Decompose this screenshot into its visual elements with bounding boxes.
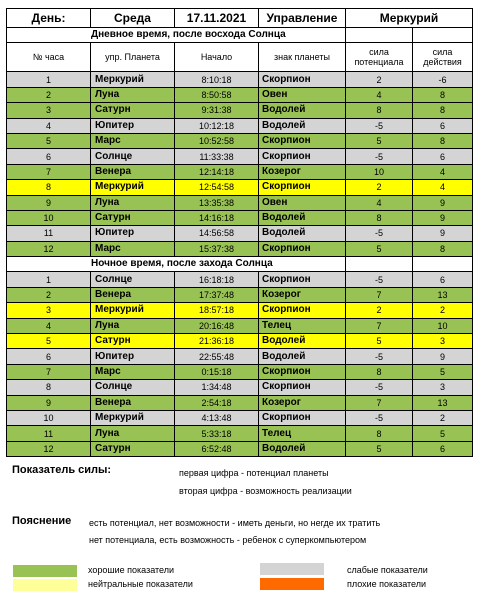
start-cell: 1:34:48 bbox=[175, 380, 259, 395]
sign-cell: Телец bbox=[259, 318, 346, 333]
table-row bbox=[7, 318, 473, 333]
table-row bbox=[7, 426, 473, 441]
sign-cell: Скорпион bbox=[259, 303, 346, 318]
col-planet: упр. Планета bbox=[91, 43, 175, 72]
hour-cell: 11 bbox=[7, 426, 91, 441]
hour-cell: 3 bbox=[7, 303, 91, 318]
start-cell: 17:37:48 bbox=[175, 287, 259, 302]
table-row bbox=[7, 349, 473, 364]
planet-cell: Юпитер bbox=[91, 349, 175, 364]
planet-cell: Сатурн bbox=[91, 441, 175, 456]
planet-cell: Венера bbox=[91, 287, 175, 302]
action-cell: 2 bbox=[413, 410, 473, 425]
hour-cell: 4 bbox=[7, 318, 91, 333]
table-row bbox=[7, 241, 473, 256]
planet-cell: Солнце bbox=[91, 380, 175, 395]
hour-cell: 2 bbox=[7, 87, 91, 102]
sign-cell: Водолей bbox=[259, 210, 346, 225]
potential-cell: 4 bbox=[346, 87, 413, 102]
legend-weak-label: слабые показатели bbox=[347, 565, 428, 575]
explanation-line2: нет потенциала, есть возможность - ребенок с суперкомпьютером bbox=[89, 535, 367, 545]
hour-cell: 4 bbox=[7, 118, 91, 133]
potential-cell: 2 bbox=[346, 180, 413, 195]
potential-cell: -5 bbox=[346, 226, 413, 241]
explanation-line1: есть потенциал, нет возможности - иметь деньги, но негде их тратить bbox=[89, 518, 381, 528]
sign-cell: Скорпион bbox=[259, 410, 346, 425]
potential-cell: 8 bbox=[346, 364, 413, 379]
start-cell: 21:36:18 bbox=[175, 334, 259, 349]
sign-cell: Скорпион bbox=[259, 272, 346, 287]
action-cell: 5 bbox=[413, 426, 473, 441]
table-row bbox=[7, 87, 473, 102]
sign-cell: Овен bbox=[259, 87, 346, 102]
sign-cell: Скорпион bbox=[259, 380, 346, 395]
legend-neutral-swatch bbox=[13, 579, 77, 591]
table-row bbox=[7, 287, 473, 302]
hour-cell: 5 bbox=[7, 133, 91, 148]
start-cell: 9:31:38 bbox=[175, 103, 259, 118]
planet-cell: Сатурн bbox=[91, 334, 175, 349]
planet-cell: Юпитер bbox=[91, 118, 175, 133]
sign-cell: Водолей bbox=[259, 103, 346, 118]
action-cell: 8 bbox=[413, 241, 473, 256]
hour-cell: 12 bbox=[7, 441, 91, 456]
action-cell: 9 bbox=[413, 195, 473, 210]
sign-cell: Водолей bbox=[259, 441, 346, 456]
planet-cell: Венера bbox=[91, 164, 175, 179]
potential-cell: 5 bbox=[346, 334, 413, 349]
hour-cell: 7 bbox=[7, 164, 91, 179]
action-cell: 9 bbox=[413, 226, 473, 241]
night-section-title: Ночное время, после захода Солнца bbox=[7, 257, 346, 272]
day-section-row bbox=[7, 28, 473, 43]
action-cell: 8 bbox=[413, 87, 473, 102]
planet-cell: Меркурий bbox=[91, 72, 175, 87]
hour-cell: 2 bbox=[7, 287, 91, 302]
start-cell: 5:33:18 bbox=[175, 426, 259, 441]
hour-cell: 11 bbox=[7, 226, 91, 241]
start-cell: 10:12:18 bbox=[175, 118, 259, 133]
sign-cell: Овен bbox=[259, 195, 346, 210]
action-cell: 13 bbox=[413, 287, 473, 302]
potential-cell: 5 bbox=[346, 241, 413, 256]
header-row bbox=[7, 9, 473, 28]
potential-cell: 7 bbox=[346, 287, 413, 302]
explanation-label: Пояснение bbox=[12, 515, 72, 527]
sign-cell: Водолей bbox=[259, 226, 346, 241]
date: 17.11.2021 bbox=[175, 9, 259, 28]
potential-cell: 8 bbox=[346, 426, 413, 441]
column-header-row bbox=[7, 43, 473, 72]
potential-cell: 8 bbox=[346, 210, 413, 225]
potential-cell: -5 bbox=[346, 149, 413, 164]
action-cell: 6 bbox=[413, 441, 473, 456]
table-row bbox=[7, 103, 473, 118]
potential-cell: 5 bbox=[346, 133, 413, 148]
planet-cell: Луна bbox=[91, 318, 175, 333]
planetary-hours-table bbox=[6, 8, 473, 457]
legend-bad-swatch bbox=[260, 578, 324, 590]
action-cell: 2 bbox=[413, 303, 473, 318]
planet-cell: Марс bbox=[91, 364, 175, 379]
start-cell: 18:57:18 bbox=[175, 303, 259, 318]
start-cell: 16:18:18 bbox=[175, 272, 259, 287]
action-cell: 8 bbox=[413, 103, 473, 118]
start-cell: 22:55:48 bbox=[175, 349, 259, 364]
table-row bbox=[7, 210, 473, 225]
start-cell: 4:13:48 bbox=[175, 410, 259, 425]
planet-cell: Солнце bbox=[91, 149, 175, 164]
planet-cell: Солнце bbox=[91, 272, 175, 287]
legend-bad-label: плохие показатели bbox=[347, 579, 427, 589]
planet-cell: Луна bbox=[91, 87, 175, 102]
start-cell: 12:54:58 bbox=[175, 180, 259, 195]
planet-cell: Венера bbox=[91, 395, 175, 410]
potential-cell: -5 bbox=[346, 118, 413, 133]
action-cell: 4 bbox=[413, 164, 473, 179]
planet-cell: Меркурий bbox=[91, 180, 175, 195]
action-cell: -6 bbox=[413, 72, 473, 87]
action-cell: 3 bbox=[413, 380, 473, 395]
strength-label: Показатель силы: bbox=[12, 464, 112, 476]
planet-cell: Луна bbox=[91, 195, 175, 210]
table-row bbox=[7, 72, 473, 87]
start-cell: 13:35:38 bbox=[175, 195, 259, 210]
sign-cell: Козерог bbox=[259, 287, 346, 302]
table-row bbox=[7, 441, 473, 456]
sign-cell: Скорпион bbox=[259, 241, 346, 256]
hour-cell: 1 bbox=[7, 72, 91, 87]
potential-cell: 2 bbox=[346, 303, 413, 318]
planet-cell: Сатурн bbox=[91, 210, 175, 225]
action-cell: 5 bbox=[413, 364, 473, 379]
start-cell: 14:16:18 bbox=[175, 210, 259, 225]
potential-cell: 2 bbox=[346, 72, 413, 87]
potential-cell: -5 bbox=[346, 380, 413, 395]
planet-cell: Меркурий bbox=[91, 303, 175, 318]
col-action: сила действия bbox=[413, 43, 473, 72]
legend-weak-swatch bbox=[260, 563, 324, 575]
ruler-label: Управление bbox=[259, 9, 346, 28]
table-row bbox=[7, 149, 473, 164]
start-cell: 14:56:58 bbox=[175, 226, 259, 241]
hour-cell: 7 bbox=[7, 364, 91, 379]
hour-cell: 1 bbox=[7, 272, 91, 287]
table-row bbox=[7, 118, 473, 133]
sign-cell: Телец bbox=[259, 426, 346, 441]
action-cell: 9 bbox=[413, 210, 473, 225]
hour-cell: 9 bbox=[7, 195, 91, 210]
table-row bbox=[7, 226, 473, 241]
planet-cell: Юпитер bbox=[91, 226, 175, 241]
planet-cell: Меркурий bbox=[91, 410, 175, 425]
col-start: Начало bbox=[175, 43, 259, 72]
action-cell: 10 bbox=[413, 318, 473, 333]
hour-cell: 9 bbox=[7, 395, 91, 410]
start-cell: 8:10:18 bbox=[175, 72, 259, 87]
start-cell: 10:52:58 bbox=[175, 133, 259, 148]
legend-good-swatch bbox=[13, 565, 77, 577]
legend-good-label: хорошие показатели bbox=[88, 565, 175, 575]
table-row bbox=[7, 180, 473, 195]
sign-cell: Скорпион bbox=[259, 180, 346, 195]
action-cell: 6 bbox=[413, 118, 473, 133]
potential-cell: -5 bbox=[346, 410, 413, 425]
strength-line2: вторая цифра - возможность реализации bbox=[179, 486, 352, 496]
sign-cell: Водолей bbox=[259, 349, 346, 364]
start-cell: 0:15:18 bbox=[175, 364, 259, 379]
action-cell: 8 bbox=[413, 133, 473, 148]
start-cell: 15:37:38 bbox=[175, 241, 259, 256]
hour-cell: 8 bbox=[7, 180, 91, 195]
start-cell: 12:14:18 bbox=[175, 164, 259, 179]
start-cell: 6:52:48 bbox=[175, 441, 259, 456]
hour-cell: 6 bbox=[7, 149, 91, 164]
action-cell: 9 bbox=[413, 349, 473, 364]
hour-cell: 12 bbox=[7, 241, 91, 256]
table-row bbox=[7, 410, 473, 425]
col-potential: сила потенциала bbox=[346, 43, 413, 72]
planet-cell: Сатурн bbox=[91, 103, 175, 118]
start-cell: 20:16:48 bbox=[175, 318, 259, 333]
potential-cell: 10 bbox=[346, 164, 413, 179]
hour-cell: 8 bbox=[7, 380, 91, 395]
sign-cell: Водолей bbox=[259, 334, 346, 349]
table-row bbox=[7, 364, 473, 379]
table-row bbox=[7, 164, 473, 179]
action-cell: 6 bbox=[413, 149, 473, 164]
table-row bbox=[7, 303, 473, 318]
sign-cell: Козерог bbox=[259, 164, 346, 179]
sign-cell: Водолей bbox=[259, 118, 346, 133]
potential-cell: 4 bbox=[346, 195, 413, 210]
potential-cell: -5 bbox=[346, 272, 413, 287]
start-cell: 8:50:58 bbox=[175, 87, 259, 102]
night-section-row bbox=[7, 257, 473, 272]
sign-cell: Скорпион bbox=[259, 364, 346, 379]
action-cell: 13 bbox=[413, 395, 473, 410]
action-cell: 4 bbox=[413, 180, 473, 195]
table-row bbox=[7, 195, 473, 210]
hour-cell: 5 bbox=[7, 334, 91, 349]
potential-cell: 7 bbox=[346, 318, 413, 333]
potential-cell: -5 bbox=[346, 349, 413, 364]
table-row bbox=[7, 380, 473, 395]
legend-neutral-label: нейтральные показатели bbox=[88, 579, 193, 589]
potential-cell: 8 bbox=[346, 103, 413, 118]
weekday: Среда bbox=[91, 9, 175, 28]
table-row bbox=[7, 334, 473, 349]
sign-cell: Скорпион bbox=[259, 133, 346, 148]
table-row bbox=[7, 133, 473, 148]
sign-cell: Козерог bbox=[259, 395, 346, 410]
sign-cell: Скорпион bbox=[259, 72, 346, 87]
sign-cell: Скорпион bbox=[259, 149, 346, 164]
ruler-planet: Меркурий bbox=[346, 9, 473, 28]
hour-cell: 6 bbox=[7, 349, 91, 364]
potential-cell: 5 bbox=[346, 441, 413, 456]
planet-cell: Марс bbox=[91, 241, 175, 256]
action-cell: 6 bbox=[413, 272, 473, 287]
planet-cell: Луна bbox=[91, 426, 175, 441]
strength-line1: первая цифра - потенциал планеты bbox=[179, 468, 329, 478]
planet-cell: Марс bbox=[91, 133, 175, 148]
start-cell: 2:54:18 bbox=[175, 395, 259, 410]
col-sign: знак планеты bbox=[259, 43, 346, 72]
hour-cell: 10 bbox=[7, 410, 91, 425]
table-row bbox=[7, 272, 473, 287]
hour-cell: 3 bbox=[7, 103, 91, 118]
potential-cell: 7 bbox=[346, 395, 413, 410]
hour-cell: 10 bbox=[7, 210, 91, 225]
action-cell: 3 bbox=[413, 334, 473, 349]
col-hour: № часа bbox=[7, 43, 91, 72]
start-cell: 11:33:38 bbox=[175, 149, 259, 164]
day-label: День: bbox=[7, 9, 91, 28]
table-row bbox=[7, 395, 473, 410]
day-section-title: Дневное время, после восхода Солнца bbox=[7, 28, 346, 43]
